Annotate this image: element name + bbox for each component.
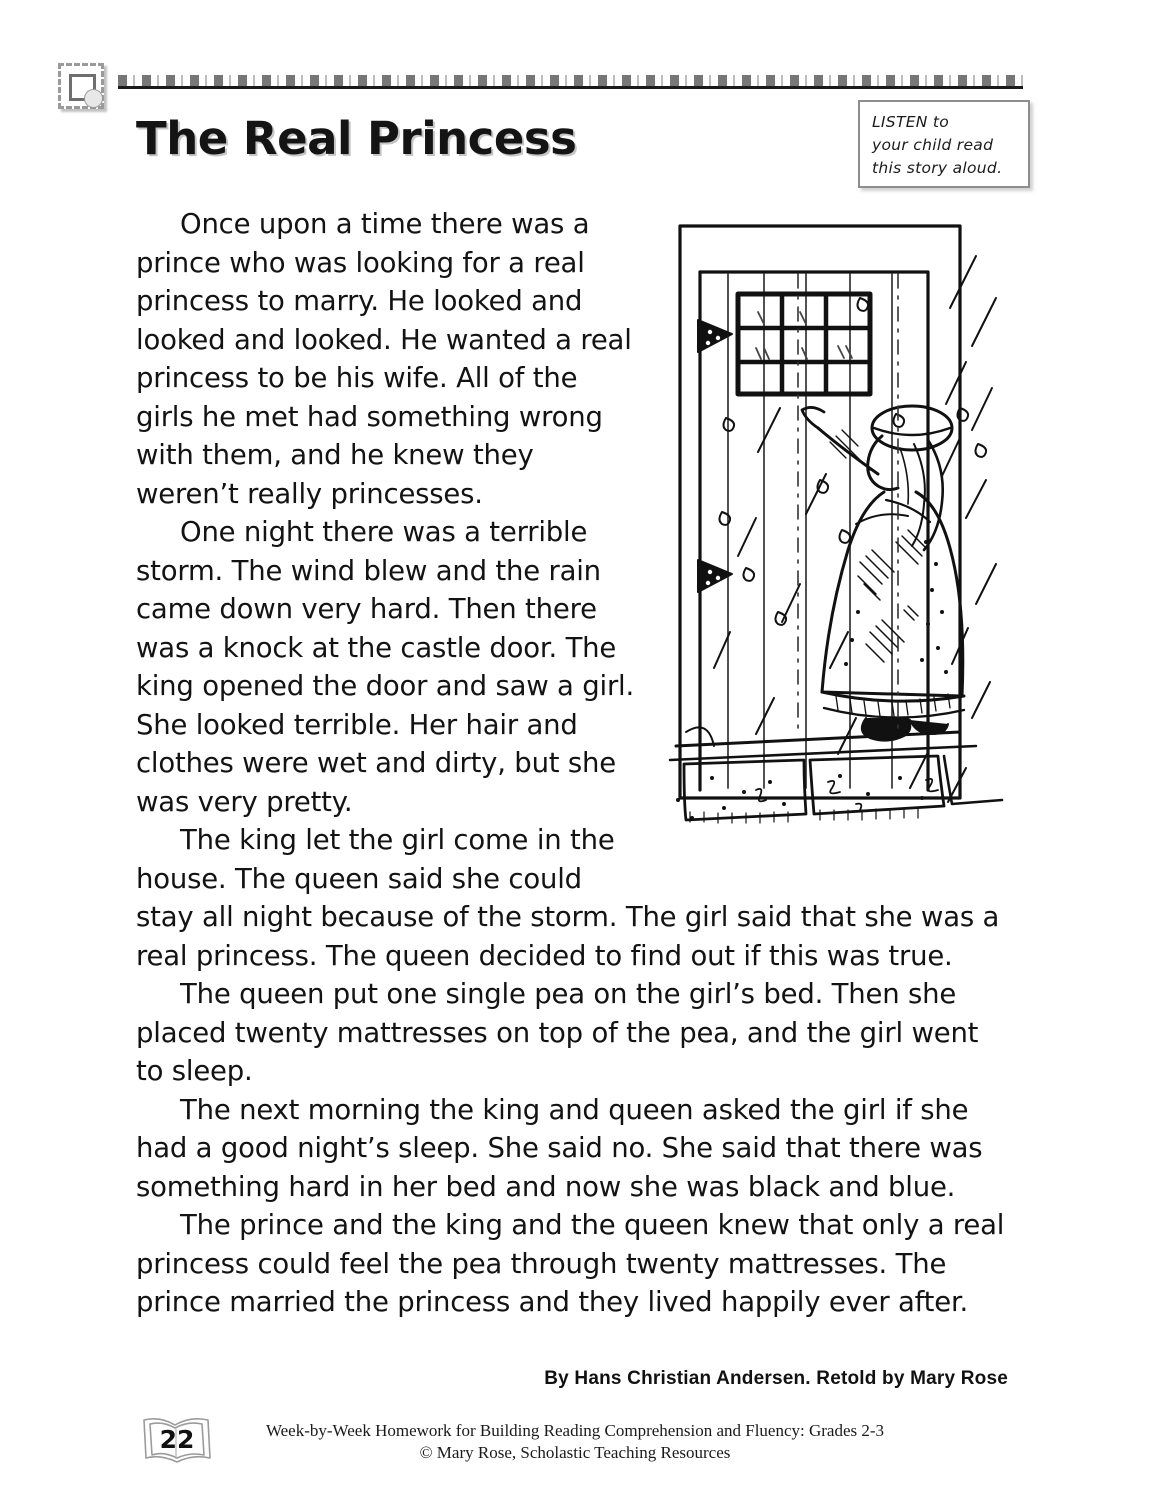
story-paragraph-3: The king let the girl come in the house. The queen said she could stay all night because of the storm. The girl said that she was a real princess. The queen decided to find out if this was true. bbox=[136, 824, 1000, 972]
page-title: The Real Princess bbox=[136, 112, 577, 165]
story-paragraph-6: The prince and the king and the queen knew that only a real princess could feel the pea through twenty mattresses. The prince married the princess and they lived happily ever after. bbox=[136, 1209, 1005, 1318]
note-line-1: LISTEN to bbox=[872, 113, 950, 131]
story-paragraph-2: One night there was a terrible storm. The wind blew and the rain came down very hard. Then there was a knock at the castle door. The king opened the door and saw a girl. She looked terrible. Her hair and clothes were wet and dirty, but she was very pretty. bbox=[136, 516, 635, 818]
story-paragraph-5: The next morning the king and queen asked the girl if she had a good night’s sleep. She said no. She said that there was something hard in her bed and now she was black and blue. bbox=[136, 1093, 983, 1203]
footer-line-2: © Mary Rose, Scholastic Teaching Resources bbox=[419, 1443, 731, 1462]
story-body bbox=[136, 205, 1008, 1322]
ruler-rule-icon bbox=[118, 75, 1023, 89]
note-line-2: your child read bbox=[872, 136, 994, 154]
story-paragraph-1: Once upon a time there was a prince who was looking for a real princess to marry. He looked and looked and looked. He wanted a real princess to be his wife. All of the girls he met had something wrong with them, and he knew they weren’t really princesses. bbox=[136, 208, 632, 510]
badge-inner-frame bbox=[69, 74, 96, 101]
listen-note-box bbox=[858, 100, 1030, 188]
illustration-text-wrap-spacer bbox=[638, 205, 1008, 883]
page-number: 22 bbox=[159, 1425, 195, 1454]
square-badge-icon bbox=[58, 63, 104, 109]
story-paragraph-4: The queen put one single pea on the girl’s bed. Then she placed twenty mattresses on top of the pea, and the girl went to sleep. bbox=[136, 978, 979, 1087]
byline: By Hans Christian Andersen. Retold by Mary Rose bbox=[544, 1368, 1008, 1389]
footer-credits bbox=[180, 1420, 970, 1464]
footer-line-1: Week-by-Week Homework for Building Reading Comprehension and Fluency: Grades 2-3 bbox=[265, 1421, 885, 1440]
note-line-3: this story aloud. bbox=[872, 159, 1003, 177]
badge-circle-icon bbox=[84, 89, 103, 108]
